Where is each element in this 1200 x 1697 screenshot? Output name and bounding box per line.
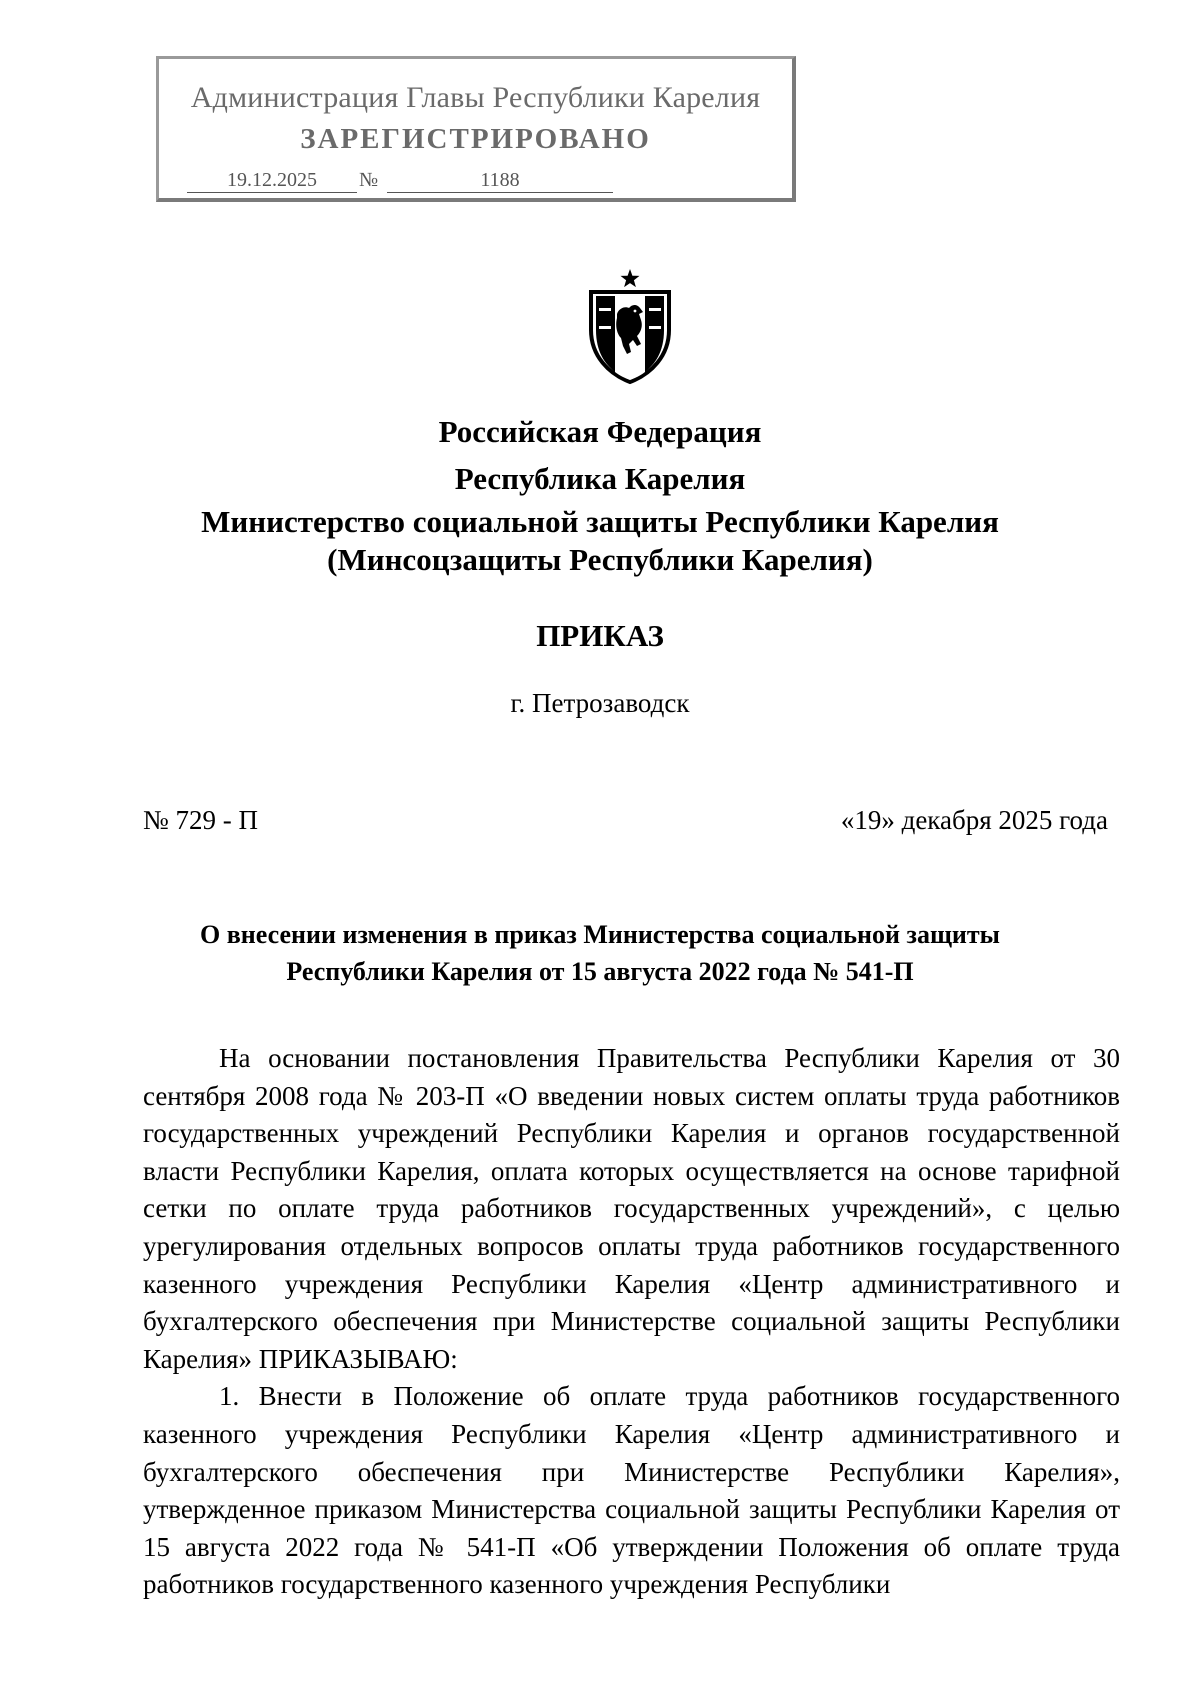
stamp-number-label: № [359,169,379,191]
stamp-status: ЗАРЕГИСТРИРОВАНО [300,123,651,155]
document-type: ПРИКАЗ [536,618,664,653]
header-ministry: Министерство социальной защиты Республики Карелия [201,504,999,539]
body-paragraph: На основании постановления Правительства Республики Карелия от 30 сентября 2008 года № 203-П «О введении новых систем оплаты труда работников государственных учреждений Республики Карелия и органов государственной власти Республики Карелия, оплата которых осуществляется на основе тарифной сетки по оплате труда работников государственных учреждений», с целью урегулирования отдельных вопросов оплаты труда работников государственного казенного учреждения Республики Карелия «Центр административного и бухгалтерского обеспечения при Министерстве социальной защиты Республики Карелия» ПРИКАЗЫВАЮ: [143,1043,1120,1374]
header-country: Российская Федерация [438,414,762,449]
body-paragraph: 1. Внести в Положение об оплате труда работников государственного казенного учреждения Республики Карелия «Центр административного и бухгалтерского обеспечения при Министерстве Республики Карелия», утвержденное приказом Министерства социальной защиты Республики Карелия от 15 августа 2022 года № 541-П «Об утверждении Положения об оплате труда работников государственного казенного учреждения Республики [143,1381,1120,1600]
order-body [143,1040,1120,1604]
header-republic: Республика Карелия [454,461,746,496]
order-subject [120,916,1080,990]
stamp-date: 19.12.2025 [187,169,357,193]
registration-stamp [156,56,796,202]
stamp-organization: Администрация Главы Республики Карелия [190,81,761,114]
order-subject-line: О внесении изменения в приказ Министерства социальной защиты [200,920,1000,949]
header-ministry-short: (Минсоцзащиты Республики Карелия) [327,542,873,577]
order-subject-line: Республики Карелия от 15 августа 2022 года № 541-П [286,957,914,986]
karelia-coat-of-arms-icon [585,268,675,386]
order-number: № 729 - П [143,805,259,835]
order-date: «19» декабря 2025 года [840,805,1108,835]
stamp-number: 1188 [387,169,613,193]
city: г. Петрозаводск [510,688,690,718]
